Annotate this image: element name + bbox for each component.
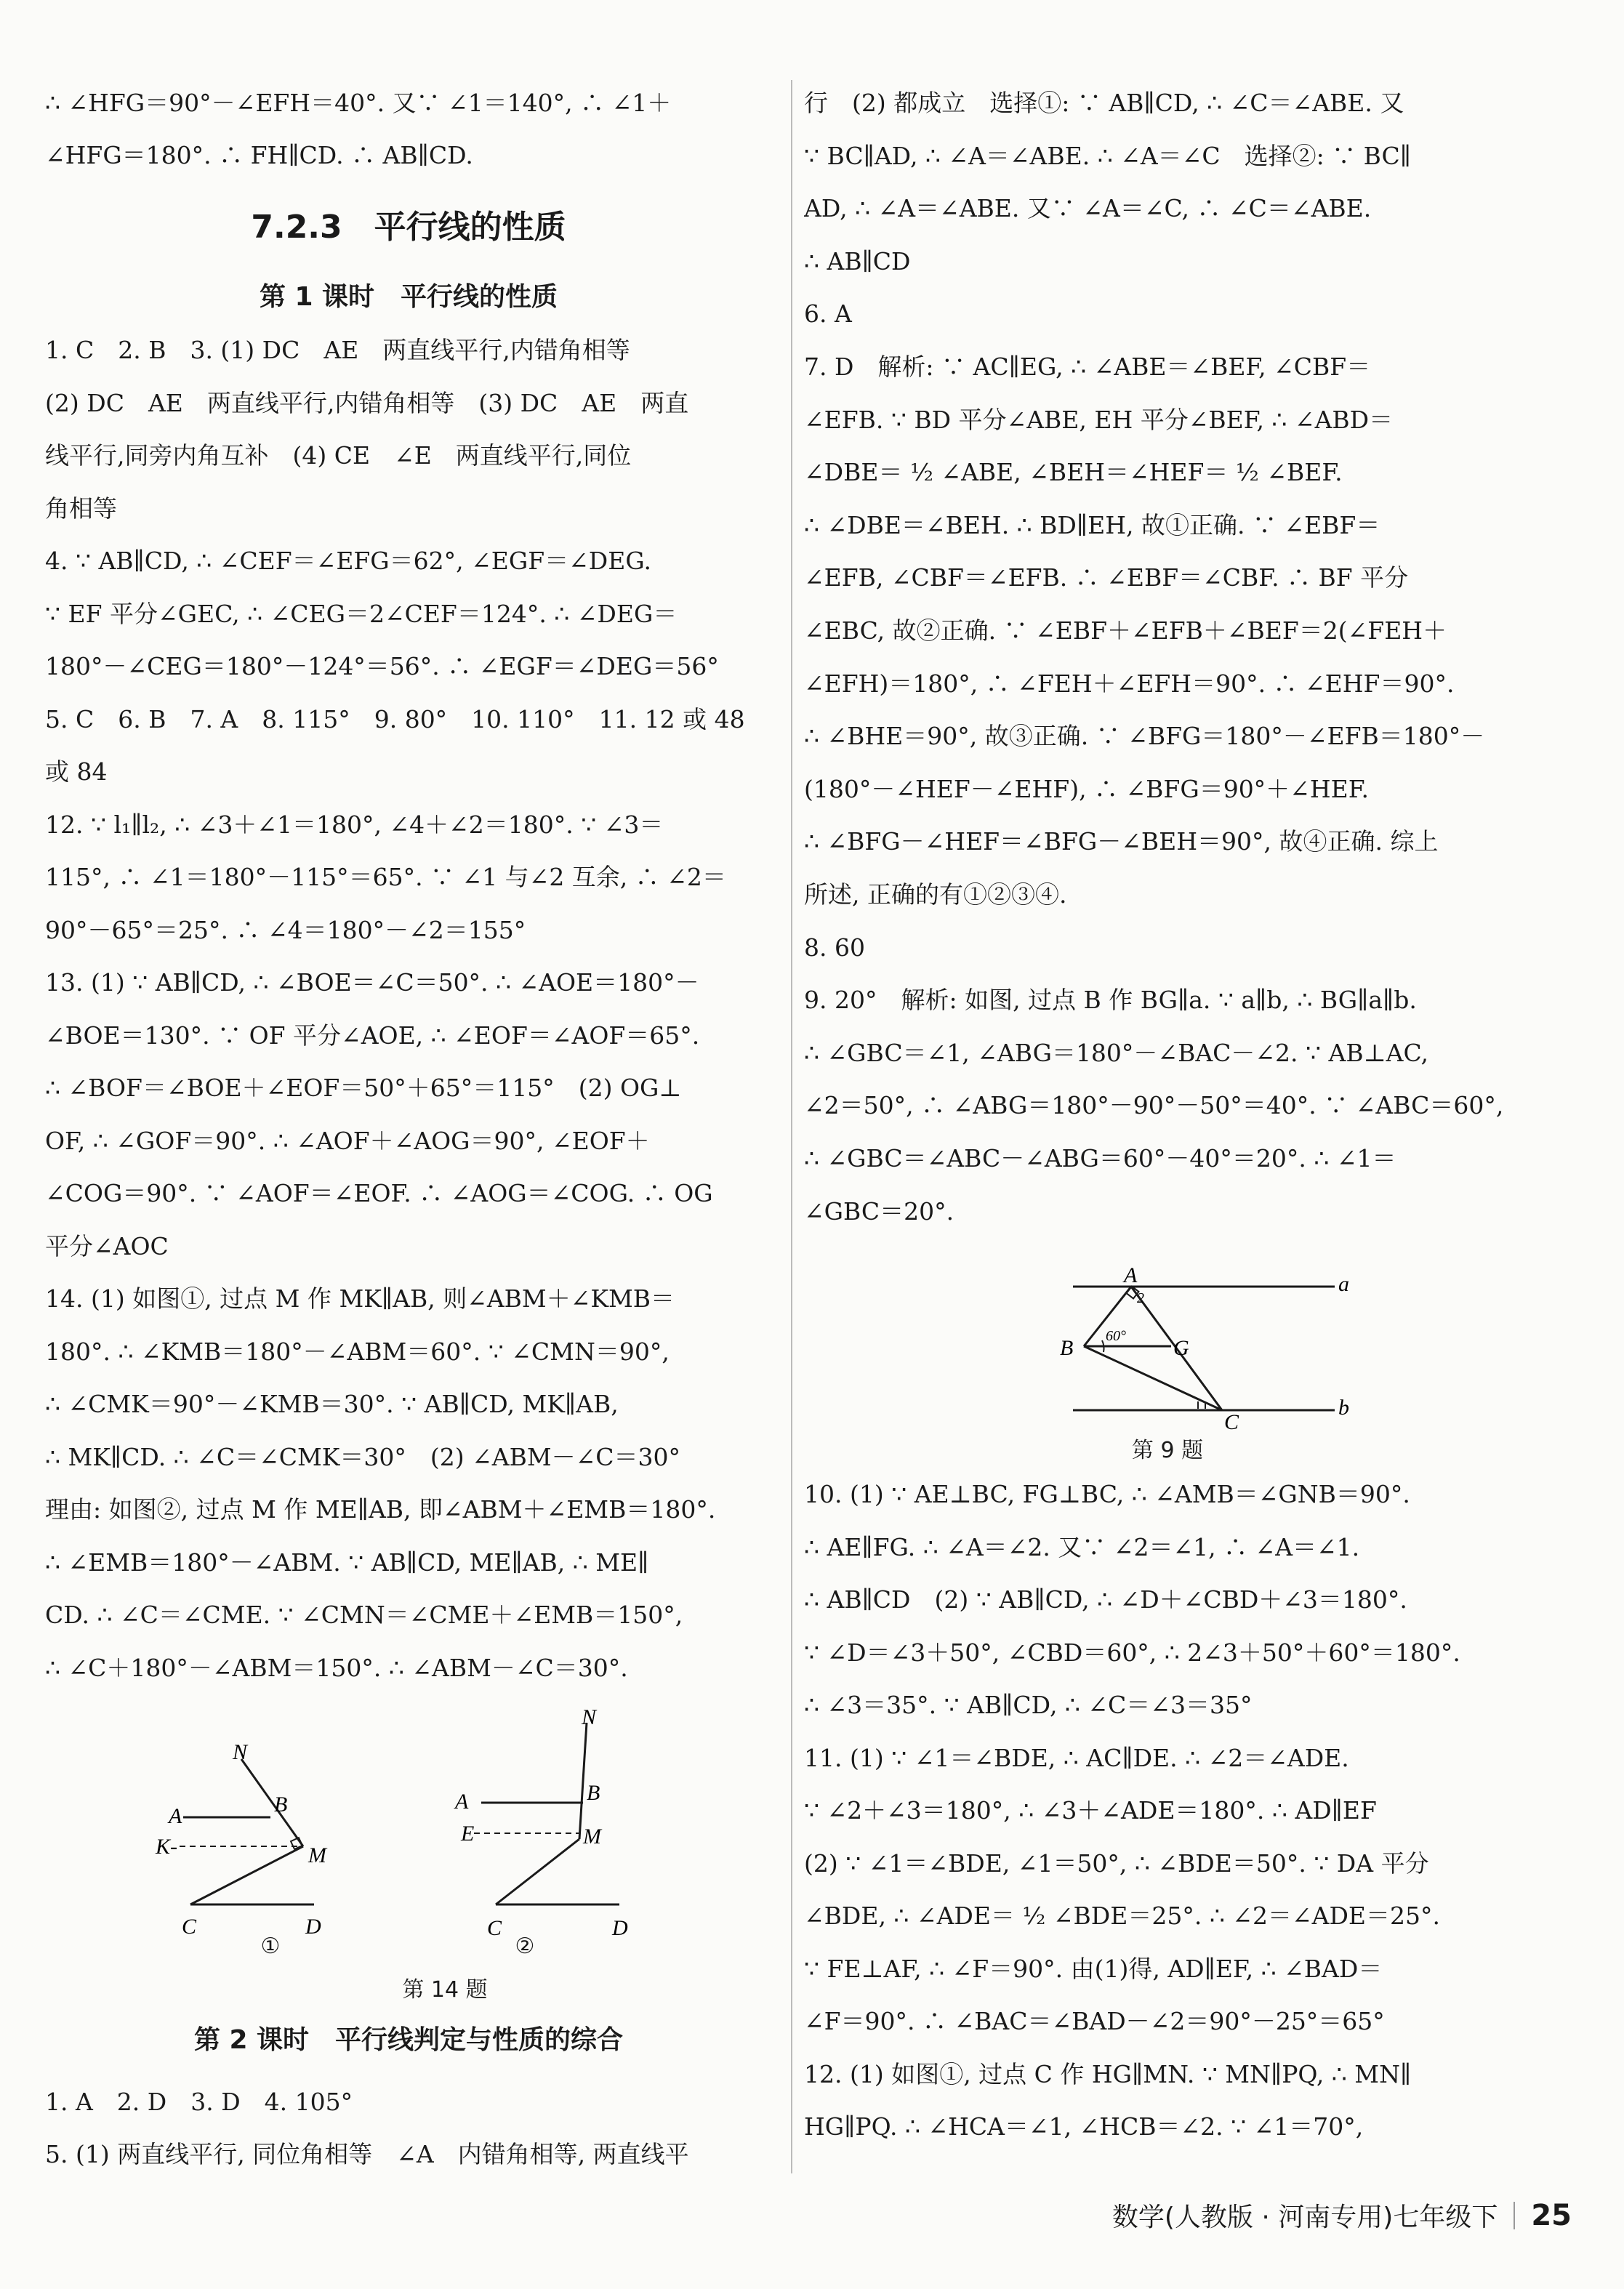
text-line: ∠EFB, ∠CBF＝∠EFB. ∴ ∠EBF＝∠CBF. ∴ BF 平分 [804,563,1409,592]
text-line: 1. C 2. B 3. (1) DC AE 两直线平行,内错角相等 [45,336,630,364]
line-BC [1084,1346,1222,1410]
svg-text:M: M [308,1843,326,1867]
text-line: AD, ∴ ∠A＝∠ABE. 又∵ ∠A＝∠C, ∴ ∠C＝∠ABE. [804,194,1372,223]
text-line: ∵ FE⊥AF, ∴ ∠F＝90°. 由(1)得, AD∥EF, ∴ ∠BAD＝ [804,1954,1383,1983]
text-line: ∠BDE, ∴ ∠ADE＝ ½ ∠BDE＝25°. ∴ ∠2＝∠ADE＝25°. [804,1902,1440,1930]
column-divider [791,80,792,2173]
svg-text:C: C [182,1915,197,1939]
text-line: ∠DBE＝ ½ ∠ABE, ∠BEH＝∠HEF＝ ½ ∠BEF. [804,458,1343,487]
svg-text:b: b [1338,1396,1349,1420]
figure-14-caption: 第 14 题 [402,1977,488,2003]
text-line: ∴ AB∥CD (2) ∵ AB∥CD, ∴ ∠D＋∠CBD＋∠3＝180°. [804,1585,1407,1614]
text-line: ∠2＝50°, ∴ ∠ABG＝180°－90°－50°＝40°. ∵ ∠ABC＝60°, [804,1091,1504,1120]
page-footer [1112,2197,1572,2234]
text-line: ∴ ∠BHE＝90°, 故③正确. ∵ ∠BFG＝180°－∠EFB＝180°－ [804,722,1485,751]
text-line: 180°. ∴ ∠KMB＝180°－∠ABM＝60°. ∵ ∠CMN＝90°, [45,1337,670,1366]
line-MC [496,1839,579,1904]
text-line: 6. A [804,299,852,329]
text-line: ∵ BC∥AD, ∴ ∠A＝∠ABE. ∴ ∠A＝∠C 选择②: ∵ BC∥ [804,141,1412,170]
svg-text:N: N [582,1705,597,1729]
section-title: 7.2.3 平行线的性质 [251,209,566,246]
text-line: 14. (1) 如图①, 过点 M 作 MK∥AB, 则∠ABM＋∠KMB＝ [45,1284,675,1313]
lesson-title: 第 1 课时 平行线的性质 [259,282,558,312]
figure-14-label-1: ① [260,1934,281,1959]
text-line: 1. A 2. D 3. D 4. 105° [45,2088,353,2116]
svg-text:a: a [1338,1272,1349,1296]
text-line: CD. ∴ ∠C＝∠CME. ∵ ∠CMN＝∠CME＋∠EMB＝150°, [45,1601,683,1629]
text-line: ∴ ∠GBC＝∠ABC－∠ABG＝60°－40°＝20°. ∴ ∠1＝ [804,1144,1396,1172]
svg-text:A: A [455,1790,469,1814]
svg-text:D: D [612,1916,628,1940]
text-line: 13. (1) ∵ AB∥CD, ∴ ∠BOE＝∠C＝50°. ∴ ∠AOE＝180°－ [45,968,699,997]
text-line: (180°－∠HEF－∠EHF), ∴ ∠BFG＝90°＋∠HEF. [804,774,1369,803]
text-line: 10. (1) ∵ AE⊥BC, FG⊥BC, ∴ ∠AMB＝∠GNB＝90°. [804,1480,1410,1508]
text-line: 7. D 解析: ∵ AC∥EG, ∴ ∠ABE＝∠BEF, ∠CBF＝ [804,353,1371,381]
text-line: 5. C 6. B 7. A 8. 115° 9. 80° 10. 110° 11. 12 或 48 [45,704,745,733]
footer-divider [1514,2202,1515,2229]
text-line: ∴ AB∥CD [804,246,911,275]
svg-text:A: A [1124,1265,1138,1287]
text-line: ∠F＝90°. ∴ ∠BAC＝∠BAD－∠2＝90°－25°＝65° [804,2007,1385,2035]
line-MC [190,1846,303,1904]
text-line: ∠BOE＝130°. ∵ OF 平分∠AOE, ∴ ∠EOF＝∠AOF＝65°. [45,1021,700,1050]
text-line: OF, ∴ ∠GOF＝90°. ∴ ∠AOF＋∠AOG＝90°, ∠EOF＋ [45,1126,650,1155]
text-line: ∴ ∠3＝35°. ∵ AB∥CD, ∴ ∠C＝∠3＝35° [804,1691,1253,1719]
svg-text:G: G [1173,1336,1189,1360]
text-line: ∠HFG＝180°. ∴ FH∥CD. ∴ AB∥CD. [45,141,473,169]
text-line: ∠GBC＝20°. [804,1196,954,1226]
line-NM [241,1759,303,1846]
text-line: HG∥PQ. ∴ ∠HCA＝∠1, ∠HCB＝∠2. ∵ ∠1＝70°, [804,2112,1364,2141]
svg-text:B: B [1060,1336,1074,1360]
svg-text:60°: 60° [1106,1328,1126,1344]
text-line: ∴ ∠HFG＝90°－∠EFH＝40°. 又∵ ∠1＝140°, ∴ ∠1＋ [45,89,672,117]
text-line: ∴ ∠BFG－∠HEF＝∠BFG－∠BEH＝90°, 故④正确. 综上 [804,827,1439,856]
svg-text:E: E [461,1822,475,1846]
line-NM [579,1723,587,1839]
svg-text:A: A [169,1804,182,1828]
text-line: 平分∠AOC [45,1231,169,1260]
svg-text:M: M [583,1825,601,1849]
text-line: ∠EFB. ∵ BD 平分∠ABE, EH 平分∠BEF, ∴ ∠ABD＝ [804,405,1394,434]
text-line: ∵ ∠2＋∠3＝180°, ∴ ∠3＋∠ADE＝180°. ∴ AD∥EF [804,1796,1377,1825]
text-line: ∠COG＝90°. ∵ ∠AOF＝∠EOF. ∴ ∠AOG＝∠COG. ∴ OG [45,1179,713,1207]
svg-text:K-: K- [156,1835,177,1859]
text-line: ∴ ∠CMK＝90°－∠KMB＝30°. ∵ AB∥CD, MK∥AB, [45,1390,619,1418]
svg-text:D: D [305,1915,321,1939]
text-line: 行 (2) 都成立 选择①: ∵ AB∥CD, ∴ ∠C＝∠ABE. 又 [804,89,1404,117]
svg-text:B: B [587,1781,600,1805]
figure-14-1 [147,1737,409,1955]
text-line: 4. ∵ AB∥CD, ∴ ∠CEF＝∠EFG＝62°, ∠EGF＝∠DEG. [45,547,652,575]
text-line: ∴ ∠GBC＝∠1, ∠ABG＝180°－∠BAC－∠2. ∵ AB⊥AC, [804,1038,1429,1067]
svg-text:2: 2 [1137,1290,1144,1306]
page-number: 25 [1531,2198,1572,2232]
text-line: 8. 60 [804,933,865,962]
text-line: 12. ∵ l₁∥l₂, ∴ ∠3＋∠1＝180°, ∠4＋∠2＝180°. ∵ ∠3＝ [45,810,664,839]
text-line: ∴ ∠DBE＝∠BEH. ∴ BD∥EH, 故①正确. ∵ ∠EBF＝ [804,510,1380,539]
text-line: ∵ ∠D＝∠3＋50°, ∠CBD＝60°, ∴ 2∠3＋50°＋60°＝180°. [804,1638,1460,1667]
text-line: 或 84 [45,757,108,786]
figure-14-label-2: ② [515,1934,535,1959]
text-line: ∴ ∠EMB＝180°－∠ABM. ∵ AB∥CD, ME∥AB, ∴ ME∥ [45,1548,649,1577]
text-line: 11. (1) ∵ ∠1＝∠BDE, ∴ AC∥DE. ∴ ∠2＝∠ADE. [804,1743,1349,1772]
figure-9 [1044,1265,1349,1432]
text-line: (2) ∵ ∠1＝∠BDE, ∠1＝50°, ∴ ∠BDE＝50°. ∵ DA 平分 [804,1849,1429,1878]
text-line: 5. (1) 两直线平行, 同位角相等 ∠A 内错角相等, 两直线平 [45,2140,689,2168]
svg-text:C: C [1224,1410,1239,1432]
svg-text:B: B [274,1793,288,1817]
text-line: 所述, 正确的有①②③④. [804,880,1067,909]
lesson-title: 第 2 课时 平行线判定与性质的综合 [193,2025,624,2055]
text-line: 180°－∠CEG＝180°－124°＝56°. ∴ ∠EGF＝∠DEG＝56° [45,652,719,680]
text-line: 12. (1) 如图①, 过点 C 作 HG∥MN. ∵ MN∥PQ, ∴ MN∥ [804,2059,1412,2088]
text-line: ∴ MK∥CD. ∴ ∠C＝∠CMK＝30° (2) ∠ABM－∠C＝30° [45,1442,681,1471]
svg-text:C: C [487,1916,502,1940]
text-line: ∴ ∠BOF＝∠BOE＋∠EOF＝50°＋65°＝115° (2) OG⊥ [45,1074,682,1102]
text-line: 90°－65°＝25°. ∴ ∠4＝180°－∠2＝155° [45,915,526,944]
figure-14-2 [409,1701,670,1955]
figure-9-caption: 第 9 题 [1131,1438,1204,1463]
text-line: 9. 20° 解析: 如图, 过点 B 作 BG∥a. ∵ a∥b, ∴ BG∥a∥b. [804,986,1417,1015]
text-line: ∵ EF 平分∠GEC, ∴ ∠CEG＝2∠CEF＝124°. ∴ ∠DEG＝ [45,599,678,628]
text-line: ∠EBC, 故②正确. ∵ ∠EBF＋∠EFB＋∠BEF＝2(∠FEH＋ [804,616,1447,645]
text-line: ∴ AE∥FG. ∴ ∠A＝∠2. 又∵ ∠2＝∠1, ∴ ∠A＝∠1. [804,1532,1360,1561]
text-line: ∠EFH)＝180°, ∴ ∠FEH＋∠EFH＝90°. ∴ ∠EHF＝90°. [804,669,1455,698]
text-line: ∴ ∠C＋180°－∠ABM＝150°. ∴ ∠ABM－∠C＝30°. [45,1653,628,1682]
svg-text:N: N [233,1740,248,1764]
text-line: (2) DC AE 两直线平行,内错角相等 (3) DC AE 两直 [45,388,689,417]
text-line: 线平行,同旁内角互补 (4) CE ∠E 两直线平行,同位 [45,441,632,470]
text-line: 理由: 如图②, 过点 M 作 ME∥AB, 即∠ABM＋∠EMB＝180°. [45,1495,716,1524]
book-title: 数学(人教版 · 河南专用)七年级下 [1112,2202,1498,2232]
text-line: 115°, ∴ ∠1＝180°－115°＝65°. ∵ ∠1 与∠2 互余, ∴ ∠2＝ [45,863,726,891]
text-line: 角相等 [45,494,117,523]
